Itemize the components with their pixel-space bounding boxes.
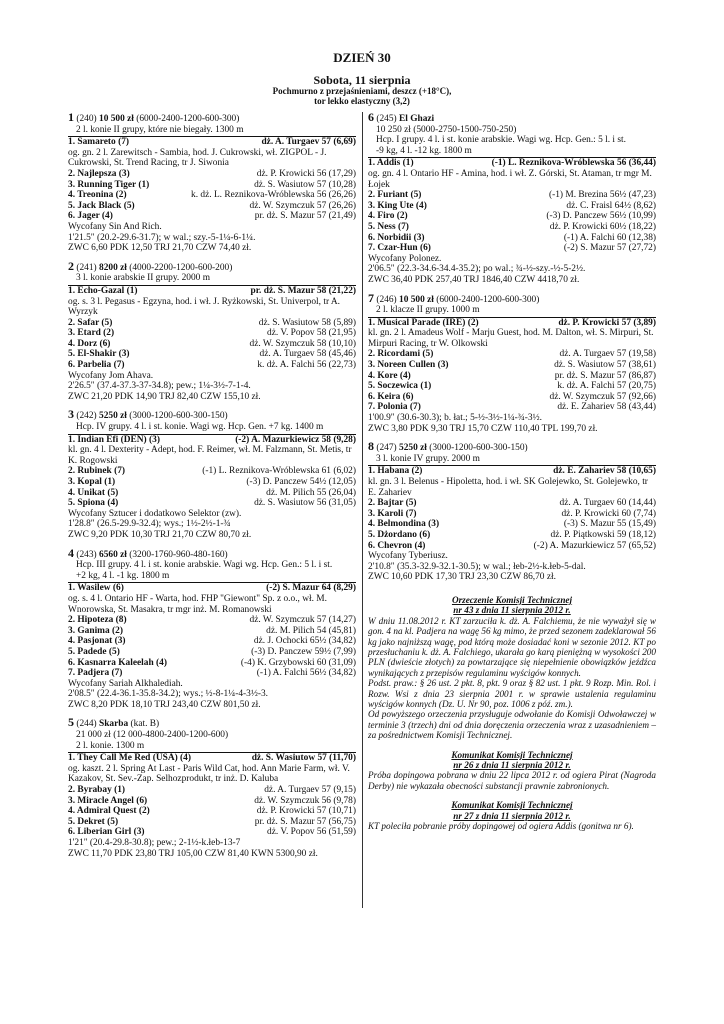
horse-name: 6. Kasnarra Kaleelah (4) xyxy=(68,657,167,668)
jockey: dż. M. Pilich 54 (45,81) xyxy=(266,625,356,636)
race-split: (kat. B) xyxy=(130,719,160,730)
notice-body: KT poleciła pobranie próby dopingowej od ogiera Addis (gonitwa nr 6). xyxy=(368,821,634,832)
jockey: (-2) A. Mazurkiewicz 58 (9,28) xyxy=(235,434,356,445)
race-number: 4 xyxy=(68,545,74,560)
jockey: (-1) A. Falchi 60 (12,38) xyxy=(563,232,656,243)
place-row xyxy=(68,668,356,679)
winner-info: kl. gn. 2 l. Amadeus Wolf - Marju Guest, hod. M. Dalton, wł. S. Mirpuri, St. Mirpuri Racing, tr W. Olkowski xyxy=(368,328,654,349)
place-row xyxy=(368,233,656,244)
notice-body: W dniu 11.08.2012 r. KT zarzuciła k. dż. A. Falchiemu, że nie wyważył się w gon. 4 na kl. Padjera na wagę 56 kg mimo, że przed sezonem zadeklarował 56 kg jako najniższą wagę, pod którą może dosiadać koni w sezonie 2012. KT po przesłuchaniu k. dż. A. Falchiego, ukarała go karą pieniężną w wysokości 200 PLN (dwieście złotych) za powtarzające się niepełnienie obowiązków jeźdźca wynikających z przepisów regulaminu wyścigów konnych. xyxy=(368,615,656,678)
place-row xyxy=(68,477,356,488)
place-row xyxy=(68,488,356,499)
horse-name: 5. El-Shakir (3) xyxy=(68,349,130,360)
race-prize: 5250 zł xyxy=(99,411,127,422)
place-row xyxy=(68,796,356,807)
day-title: DZIEŃ 30 xyxy=(333,50,391,65)
jockey: dż. V. Popov 58 (21,95) xyxy=(267,328,356,339)
horse-name: 3. Etard (2) xyxy=(68,328,115,339)
race-block xyxy=(68,258,356,403)
horse-name: 6. Keira (6) xyxy=(368,391,414,402)
race-number: 5 xyxy=(68,715,74,730)
horse-name: 3. King Ute (4) xyxy=(368,200,427,211)
race-number: 2 xyxy=(68,258,74,273)
jockey: dż. M. Pilich 55 (26,04) xyxy=(266,487,356,498)
jockey: dż. P. Krowicki 57 (3,89) xyxy=(558,317,656,328)
horse-name: 3. Kopal (1) xyxy=(68,477,116,487)
winner-info: og. kaszt. 2 l. Spring At Last - Paris Wild Cat, hod. Ann Marie Farm, wł. V. Kazakov, St. Sev.-Zap. Selhozprodukt, tr inż. D. Kaluba xyxy=(68,763,350,785)
race-condition: 3 l. konie arabskie II grupy. 2000 m xyxy=(76,273,210,284)
race-prize: 8200 zł xyxy=(99,262,127,273)
winner-row xyxy=(68,435,356,446)
jockey: dż. A. Turgaev 57 (19,58) xyxy=(559,349,656,360)
horse-name: 2. Najlepsza (3) xyxy=(68,168,130,179)
race-id: (245) xyxy=(376,114,397,124)
horse-name: 7. Polonia (7) xyxy=(368,402,421,413)
commission-notice xyxy=(368,750,656,792)
race-id: (242) xyxy=(76,411,97,422)
winner-info: kl. gn. 3 l. Belenus - Hipoletta, hod. i wł. SK Golejewko, St. Golejewko, tr E. Zahariev xyxy=(368,477,648,498)
place-row xyxy=(368,360,656,371)
race-footer: ZWC 8,20 PDK 18,10 TRJ 243,40 CZW 801,50 zł. xyxy=(68,699,261,710)
jockey: (-2) S. Mazur 64 (8,29) xyxy=(266,583,356,594)
place-row xyxy=(68,190,356,201)
place-row xyxy=(68,169,356,180)
winner-row xyxy=(368,158,656,169)
horse-name: 6. Chevron (4) xyxy=(368,540,426,551)
place-row xyxy=(68,498,356,509)
jockey: dż. P. Krowicki 60 (7,74) xyxy=(561,508,656,519)
horse-name: 1. Samareto (7) xyxy=(68,137,130,148)
horse-name: 3. Ganima (2) xyxy=(68,625,123,636)
place-row xyxy=(68,817,356,828)
horse-name: 2. Hipoteza (8) xyxy=(68,615,127,626)
notice-body: Próba dopingowa pobrana w dniu 22 lipca 2012 r. od ogiera Pirat (Nagroda Derby) nie wykazała obecności substancji prawnie zabronionych. xyxy=(368,770,656,791)
winner-row xyxy=(368,466,656,477)
race-header xyxy=(68,409,356,422)
horse-name: 7. Czar-Hun (6) xyxy=(368,243,431,254)
place-row xyxy=(68,827,356,838)
commission-section xyxy=(368,595,656,832)
winner-info: kl. gn. 4 l. Dexterity - Adept, hod. F. Reimer, wł. M. Falzmann, St. Metis, tr K. Rogowski xyxy=(68,445,352,466)
jockey: k. dż. L. Reznikova-Wróblewska 56 (26,26) xyxy=(191,190,356,201)
winner-row xyxy=(68,583,356,594)
race-footer: ZWC 6,60 PDK 12,50 TRJ 21,70 CZW 74,40 zł. xyxy=(68,243,252,254)
jockey: dż. P. Piątkowski 59 (18,12) xyxy=(550,529,656,540)
race-condition: Hcp. I grupy. 4 l. i st. konie arabskie. Wagi wg. Hcp. Gen.: 5 l. i st. xyxy=(376,135,626,146)
place-row xyxy=(368,190,656,201)
race-header xyxy=(68,717,356,730)
horse-name: 5. Dekret (5) xyxy=(68,816,119,827)
race-prize: Skarba xyxy=(99,719,129,730)
jockey: (-2) S. Mazur 57 (27,72) xyxy=(563,243,656,254)
race-block xyxy=(68,545,356,711)
jockey: dż. W. Szymczuk 56 (9,78) xyxy=(254,795,356,806)
jockey: dż. S. Wasiutow 56 (31,05) xyxy=(254,498,356,509)
race-block xyxy=(368,441,656,583)
jockey: dż. E. Zahariev 58 (43,44) xyxy=(557,402,656,413)
notice-body: Podst. praw.: § 26 ust. 2 pkt. 8, pkt. 9 oraz § 82 ust. 1 pkt. 9 Rozp. Min. Rol. i Rozw. Wsi z dnia 23 sierpnia 2001 r. w sprawie ustalenia regulaminu wyścigów konnych (Dz. U. Nr 90, poz. 1006 z póź. zm.). xyxy=(368,678,656,709)
jockey: dż. S. Wasiutow 58 (5,89) xyxy=(258,317,356,328)
jockey: dż. W. Szymczuk 58 (10,10) xyxy=(249,338,356,349)
race-footer: ZWC 3,80 PDK 9,30 TRJ 15,70 CZW 110,40 TPL 199,70 zł. xyxy=(368,423,598,434)
jockey: (-3) D. Panczew 54½ (12,05) xyxy=(246,477,356,487)
jockey: dż. E. Zahariev 58 (10,65) xyxy=(553,466,656,477)
winner-info: og. gn. 4 l. Ontario HF - Amina, hod. i wł. Z. Górski, St. Ataman, tr mgr M. Łojek xyxy=(368,168,652,190)
horse-name: 5. Padede (5) xyxy=(68,646,120,657)
place-row xyxy=(68,211,356,222)
jockey: dż. V. Popov 56 (51,59) xyxy=(267,827,356,838)
horse-name: 1. Indian Efi (DEN) (3) xyxy=(68,434,160,445)
race-condition: Hcp. IV grupy. 4 l. i st. konie. Wagi wg. Hcp. Gen. +7 kg. 1400 m xyxy=(76,422,324,433)
horse-name: 1. Habana (2) xyxy=(368,466,423,477)
race-footer: 2'10.8" (35.3-32.9-32.1-30.5); w wal.; łeb-2½-k.łeb-5-dal. xyxy=(368,561,586,572)
horse-name: 5. Dżordano (6) xyxy=(368,529,431,540)
race-header xyxy=(68,258,356,274)
weather-line-1: Pochmurno z przejaśnieniami, deszcz (+18°C), xyxy=(272,86,452,96)
place-row xyxy=(368,530,656,541)
place-row xyxy=(368,509,656,520)
jockey: dż. A. Turgaev 60 (14,44) xyxy=(559,498,656,509)
race-footer: Wycofany Tyberiusz. xyxy=(368,551,448,562)
horse-name: 2. Safar (5) xyxy=(68,317,113,328)
race-prize: 5250 zł xyxy=(399,443,427,454)
race-footer: ZWC 9,20 PDK 10,30 TRJ 21,70 CZW 80,70 zł. xyxy=(68,529,252,540)
jockey: (-1) L. Reznikova-Wróblewska 56 (36,44) xyxy=(491,158,656,169)
race-header xyxy=(368,290,656,306)
horse-name: 5. Ness (7) xyxy=(368,221,409,232)
horse-name: 2. Rubinek (7) xyxy=(68,466,126,477)
place-row xyxy=(68,658,356,669)
jockey: dż. C. Fraisl 64½ (8,62) xyxy=(566,200,656,211)
left-column xyxy=(68,112,356,866)
place-row xyxy=(368,541,656,552)
race-id: (241) xyxy=(76,262,97,273)
horse-name: 7. Padjera (7) xyxy=(68,668,123,679)
place-row xyxy=(368,381,656,392)
horse-name: 5. Jack Black (5) xyxy=(68,200,135,211)
race-split: (3200-1760-960-480-160) xyxy=(129,549,228,560)
race-condition: 2 l. konie. 1300 m xyxy=(76,740,145,751)
place-row xyxy=(68,339,356,350)
race-header xyxy=(68,545,356,561)
place-row xyxy=(368,243,656,254)
race-prize: 10 500 zł xyxy=(399,294,434,305)
race-condition: 2 l. konie II grupy, które nie biegały. 1300 m xyxy=(76,124,244,135)
jockey: dż. S. Wasiutow 57 (38,61) xyxy=(554,360,656,371)
race-id: (244) xyxy=(76,719,97,730)
place-row xyxy=(68,201,356,212)
race-number: 7 xyxy=(368,290,374,305)
horse-name: 2. Ricordami (5) xyxy=(368,349,434,360)
place-row xyxy=(68,785,356,796)
race-id: (246) xyxy=(376,294,397,305)
horse-name: 3. Karoli (7) xyxy=(368,508,417,519)
notice-subtitle: nr 26 z dnia 11 sierpnia 2012 r. xyxy=(453,760,571,771)
notice-title: Komunikat Komisji Technicznej xyxy=(451,800,573,811)
place-row xyxy=(68,318,356,329)
horse-name: 6. Liberian Girl (3) xyxy=(68,827,145,838)
place-row xyxy=(368,201,656,212)
race-footer: 1'21" (20.4-29.8-30.8); pew.; 2-1½-k.łeb-13-7 xyxy=(68,838,241,848)
horse-name: 4. Belmondina (3) xyxy=(368,519,440,530)
jockey: (-4) K. Grzybowski 60 (31,09) xyxy=(240,657,356,668)
race-prize: 6560 zł xyxy=(99,549,127,560)
jockey: (-1) A. Falchi 56½ (34,82) xyxy=(256,668,356,679)
horse-name: 2. Bajtar (5) xyxy=(368,498,417,509)
winner-row xyxy=(368,318,656,329)
race-footer: ZWC 10,60 PDK 17,30 TRJ 23,30 CZW 86,70 zł. xyxy=(368,572,556,583)
place-row xyxy=(68,328,356,339)
race-block xyxy=(368,112,656,286)
race-footer: Wycofany Jom Ahava. xyxy=(68,370,154,381)
race-condition: 10 250 zł (5000-2750-1500-750-250) xyxy=(376,124,517,135)
jockey: dż. W. Szymczuk 57 (92,66) xyxy=(549,391,656,402)
race-split: (6000-2400-1200-600-300) xyxy=(436,294,540,305)
place-row xyxy=(68,615,356,626)
race-split: (4000-2200-1200-600-200) xyxy=(129,262,233,273)
race-block xyxy=(68,717,356,859)
winner-row xyxy=(68,753,356,764)
race-condition: 3 l. konie IV grupy. 2000 m xyxy=(376,453,480,464)
race-footer: ZWC 36,40 PDK 257,40 TRJ 1846,40 CZW 4418,70 zł. xyxy=(368,274,580,285)
place-row xyxy=(368,211,656,222)
place-row xyxy=(368,349,656,360)
horse-name: 4. Pasjonat (3) xyxy=(68,636,126,647)
race-number: 8 xyxy=(368,439,374,454)
horse-name: 3. Miracle Angel (6) xyxy=(68,795,148,806)
jockey: pr. dż. S. Mazur 58 (21,22) xyxy=(250,285,356,296)
horse-name: 1. Addis (1) xyxy=(368,158,414,169)
race-footer: Wycofany Sin And Rich. xyxy=(68,221,162,232)
place-row xyxy=(68,349,356,360)
race-condition: 21 000 zł (12 000-4800-2400-1200-600) xyxy=(76,730,229,741)
jockey: pr. dż. S. Mazur 57 (56,75) xyxy=(254,816,356,827)
place-row xyxy=(368,392,656,403)
jockey: dż. A. Turgaev 58 (45,46) xyxy=(259,349,356,360)
race-prize: El Ghazi xyxy=(399,114,435,124)
notice-title: Komunikat Komisji Technicznej xyxy=(451,749,573,760)
column-divider xyxy=(362,112,363,908)
jockey: (-1) L. Reznikova-Wróblewska 61 (6,02) xyxy=(202,466,356,477)
winner-row xyxy=(68,286,356,297)
place-row xyxy=(68,636,356,647)
race-number: 6 xyxy=(368,110,374,124)
place-row xyxy=(68,647,356,658)
horse-name: 1. Wasilew (6) xyxy=(68,583,124,594)
race-block xyxy=(68,112,356,254)
horse-name: 2. Furiant (5) xyxy=(368,190,422,201)
horse-name: 4. Admiral Quest (2) xyxy=(68,806,150,817)
race-header xyxy=(68,112,356,125)
horse-name: 6. Jager (4) xyxy=(68,211,113,222)
race-split: (6000-2400-1200-600-300) xyxy=(136,114,240,124)
horse-name: 4. Firo (2) xyxy=(368,211,408,222)
horse-name: 6. Parbelia (7) xyxy=(68,360,125,371)
date-title: Sobota, 11 sierpnia xyxy=(313,73,411,87)
horse-name: 6. Norbidii (3) xyxy=(368,232,425,243)
jockey: (-3) S. Mazur 55 (15,49) xyxy=(563,519,656,530)
jockey: k. dż. A. Falchi 57 (20,75) xyxy=(557,381,656,392)
race-block xyxy=(368,290,656,435)
winner-info: og. gn. 2 l. Zarewitsch - Sambia, hod. J. Cukrowski, wł. ZIGPOL - J. Cukrowski, St. Trend Racing, tr J. Siwonia xyxy=(68,147,327,169)
horse-name: 5. Spiona (4) xyxy=(68,498,119,509)
race-condition: 2 l. klacze II grupy. 1000 m xyxy=(376,305,480,316)
jockey: dż. A. Turgaev 57 (9,15) xyxy=(264,785,356,796)
race-number: 3 xyxy=(68,407,74,422)
place-row xyxy=(368,519,656,530)
commission-notice xyxy=(368,800,656,831)
horse-name: 1. They Call Me Red (USA) (4) xyxy=(68,753,191,764)
winner-row xyxy=(68,137,356,148)
race-footer: Wycofany Polonez. xyxy=(368,253,442,264)
race-block xyxy=(68,409,356,540)
jockey: k. dż. A. Falchi 56 (22,73) xyxy=(257,360,356,371)
race-footer: Wycofany Sariah Alkhalediah. xyxy=(68,678,183,689)
jockey: (-1) M. Brezina 56½ (47,23) xyxy=(548,190,656,201)
race-condition: -9 kg, 4 l. -12 kg. 1800 m xyxy=(376,145,472,156)
horse-name: 2. Byrabay (1) xyxy=(68,785,126,796)
horse-name: 1. Echo-Gazal (1) xyxy=(68,285,138,296)
race-footer: 2'06.5" (22.3-34.6-34.4-35.2); po wal.; ¾-½-szy.-½-5-2½. xyxy=(368,264,586,275)
winner-info: og. s. 3 l. Pegasus - Egzyna, hod. i wł. J. Ryżkowski, St. Univerpol, tr A. Wyrzyk xyxy=(68,296,341,318)
race-condition: +2 kg, 4 l. -1 kg. 1800 m xyxy=(76,570,170,581)
jockey: (-3) D. Panczew 59½ (7,99) xyxy=(251,646,356,657)
race-footer: ZWC 21,20 PDK 14,90 TRJ 82,40 CZW 155,10 zł. xyxy=(68,391,261,402)
weather-line-2: tor lekko elastyczny (3,2) xyxy=(314,96,410,106)
jockey: dż. P. Krowicki 57 (10,71) xyxy=(256,806,356,817)
notice-subtitle: nr 27 z dnia 11 sierpnia 2012 r. xyxy=(453,810,571,821)
horse-name: 4. Dorz (6) xyxy=(68,338,111,349)
horse-name: 1. Musical Parade (IRE) (2) xyxy=(368,317,479,328)
right-column xyxy=(368,112,656,840)
race-footer: 1'21.5" (20.2-29.6-31.7); w wal.; szy.-5-1¼-6-1¼. xyxy=(68,232,256,243)
race-prize: 10 500 zł xyxy=(99,114,134,124)
race-number: 1 xyxy=(68,110,74,124)
place-row xyxy=(368,498,656,509)
race-split: (3000-1200-600-300-150) xyxy=(129,411,228,422)
race-header xyxy=(368,441,656,454)
horse-name: 5. Soczewica (1) xyxy=(368,381,432,392)
horse-name: 3. Running Tiger (1) xyxy=(68,179,150,190)
race-id: (243) xyxy=(76,549,97,560)
place-row xyxy=(368,222,656,233)
place-row xyxy=(68,806,356,817)
race-footer: ZWC 11,70 PDK 23,80 TRJ 105,00 CZW 81,40 KWN 5300,90 zł. xyxy=(68,848,318,859)
place-row xyxy=(68,180,356,191)
jockey: dż. P. Krowicki 56 (17,29) xyxy=(256,168,356,179)
race-header xyxy=(368,112,656,125)
place-row xyxy=(368,371,656,382)
race-footer: 2'08.5" (22.4-36.1-35.8-34.2); wys.; ½-8-1¼-4-3½-3. xyxy=(68,689,269,700)
race-split: (3000-1200-600-300-150) xyxy=(429,443,528,454)
race-footer: 2'26.5" (37.4-37.3-37-34.8); pew.; 1¼-3½-7-1-4. xyxy=(68,381,251,392)
place-row xyxy=(68,626,356,637)
race-id: (247) xyxy=(376,443,397,454)
notice-subtitle: nr 43 z dnia 11 sierpnia 2012 r. xyxy=(453,605,571,616)
race-footer: 1'28.8" (26.5-29.9-32.4); wys.; 1½-2½-1-¾ xyxy=(68,519,231,530)
horse-name: 4. Treonina (2) xyxy=(68,190,127,201)
jockey: dż. P. Krowicki 60½ (18,22) xyxy=(549,221,656,232)
place-row xyxy=(68,360,356,371)
jockey: dż. A. Turgaev 57 (6,69) xyxy=(261,137,356,148)
jockey: (-3) D. Panczew 56½ (10,99) xyxy=(546,211,656,222)
jockey: dż. S. Wasiutow 57 (11,70) xyxy=(251,753,356,764)
jockey: dż. W. Szymczuk 57 (14,27) xyxy=(249,615,356,626)
race-id: (240) xyxy=(76,114,97,124)
horse-name: 3. Noreen Cullen (3) xyxy=(368,360,449,371)
jockey: dż. S. Wasiutow 57 (10,28) xyxy=(254,179,356,190)
jockey: pr. dż. S. Mazur 57 (21,49) xyxy=(254,211,356,222)
commission-notice xyxy=(368,595,656,741)
place-row xyxy=(68,466,356,477)
place-row xyxy=(368,402,656,413)
race-footer: 1'00.9" (30.6-30.3); b. łat.; 5-½-3½-1¼-¾-3½. xyxy=(368,413,542,424)
jockey: dż. W. Szymczuk 57 (26,26) xyxy=(249,200,356,211)
jockey: pr. dż. S. Mazur 57 (86,87) xyxy=(554,370,656,381)
race-condition: Hcp. III grupy. 4 l. i st. konie arabskie. Wagi wg. Hcp. Gen.: 5 l. i st. xyxy=(76,560,333,571)
notice-body: Od powyższego orzeczenia przysługuje odwołanie do Komisji Odwoławczej w terminie 3 (trzech) dni od dnia doręczenia orzeczenia wraz z uzasadnieniem – za pośrednictwem Komisji Technicznej. xyxy=(368,709,656,741)
race-footer: Wycofany Sztucer i dodatkowo Selektor (zw). xyxy=(68,508,242,519)
notice-title: Orzeczenie Komisji Technicznej xyxy=(451,594,573,605)
horse-name: 4. Unikat (5) xyxy=(68,487,119,498)
jockey: (-2) A. Mazurkiewicz 57 (65,52) xyxy=(533,540,656,551)
horse-name: 4. Kore (4) xyxy=(368,370,411,381)
winner-info: og. s. 4 l. Ontario HF - Warta, hod. FHP "Giewont" Sp. z o.o., wł. M. Wnorowska, St. Masakra, tr mgr inż. M. Romanowski xyxy=(68,593,327,615)
jockey: dż. J. Ochocki 65½ (34,82) xyxy=(253,636,356,647)
